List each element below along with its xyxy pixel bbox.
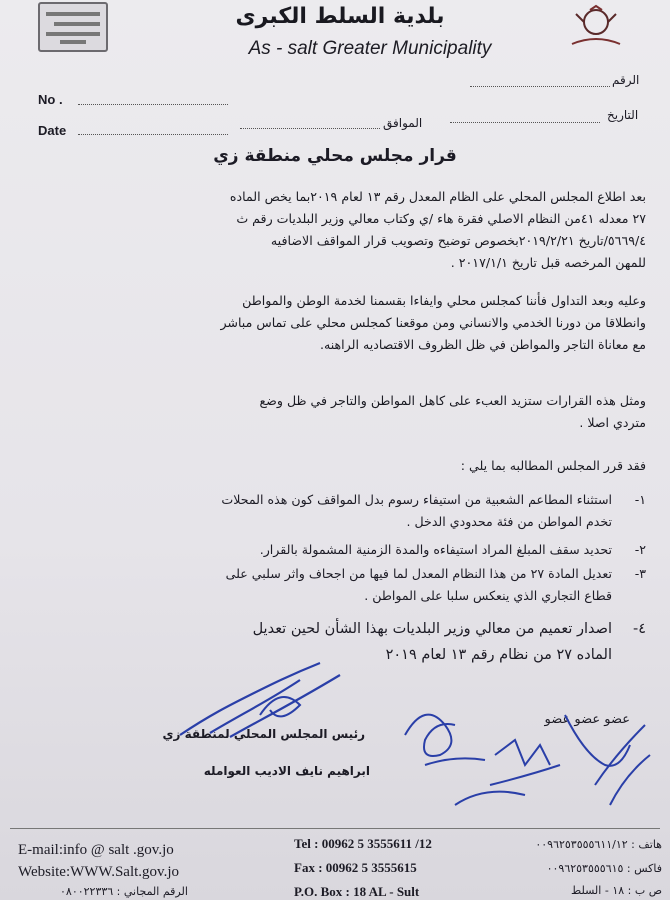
tareekh-label: التاريخ [607, 108, 639, 122]
item-text: تعديل المادة ٢٧ من هذا النظام المعدل لما فيها من اجحاف واثر سلبي على [225, 566, 612, 581]
footer-divider [10, 828, 660, 829]
item-text: استثناء المطاعم الشعبية من استيفاء رسوم بدل المواقف كون هذه المحلات [221, 492, 612, 507]
footer-free-number: الرقم المجاني : ٠٨٠٠٢٢٣٣٦ [60, 885, 188, 898]
no-label: No . [38, 92, 63, 107]
signer-name: ابراهيم نايف الاديب العوامله [203, 764, 370, 778]
item-text: قطاع التجاري الذي ينعكس سلبا على المواطن . [364, 588, 612, 603]
paragraph-3 [259, 390, 646, 434]
footer-fax: Fax : 00962 5 3555615 [294, 860, 417, 875]
paragraph-line: ومثل هذه القرارات ستزيد العبء على كاهل المواطن والتاجر في ظل وضع [259, 393, 646, 408]
date-label: Date [38, 123, 67, 138]
jordan-emblem-logo [566, 4, 626, 52]
no-field-line [78, 104, 228, 105]
raqm-label: الرقم [612, 73, 640, 87]
members-signatures [395, 695, 665, 820]
raqm-field-line [470, 86, 610, 87]
decision-item-3 [226, 563, 646, 607]
paragraph-line: ٥٦٦٩/٤/تاريخ ٢٠١٩/٢/٢١بخصوص توضيح وتصويب قرار المواقف الاضافيه [270, 233, 646, 248]
tareekh-field-line [450, 122, 600, 123]
document-subject: قرار مجلس محلي منطقة زي [213, 146, 457, 166]
paragraph-line: متردي اصلا . [579, 415, 646, 430]
item-number: ٤- [632, 621, 646, 637]
item-number: ١- [634, 492, 646, 507]
item-text: الماده ٢٧ من نظام رقم ١٣ لعام ٢٠١٩ [385, 647, 612, 663]
salt-municipality-logo [38, 2, 108, 52]
item-text: اصدار تعميم من معالي وزير البلديات بهذا الشأن لحين تعديل [252, 621, 612, 637]
paragraph-2 [220, 290, 646, 356]
mowafeq-field-line [240, 128, 380, 129]
paragraph-line: ٢٧ معدله ٤١من النظام الاصلي فقرة هاء /ي وكتاب معالي وزير البلديات رقم ث [236, 211, 646, 226]
item-text: تحديد سقف المبلغ المراد استيفاءه والمدة الزمنية المشمولة بالقرار. [259, 542, 612, 557]
date-field-line [78, 134, 228, 135]
decision-item-1 [221, 489, 646, 533]
decisions-intro [461, 455, 646, 477]
paragraph-line: مع معاناة التاجر والمواطن في ظل الظروف الاقتصاديه الراهنه. [319, 337, 646, 352]
item-text: تخدم المواطن من فئة محدودي الدخل . [406, 514, 612, 529]
footer-pobox-arabic: ص ب : ١٨ - السلط [571, 884, 662, 897]
paragraph-line: وانطلاقا من دورنا الخدمي والانساني ومن موقعنا كمجلس محلي على تماس مباشر [220, 315, 646, 330]
signer-title: رئيس المجلس المحلي لمنطقة زي [162, 727, 365, 741]
municipality-name-english: As - salt Greater Municipality [248, 38, 492, 59]
paragraph-line: وعليه وبعد التداول فأننا كمجلس محلي وايفاءا بقسمنا لخدمة الوطن والمواطن [242, 293, 646, 308]
council-members-label: عضو عضو عضو [544, 712, 630, 727]
item-number: ٣- [634, 566, 646, 581]
footer-website: Website:WWW.Salt.gov.jo [18, 864, 179, 880]
footer-pobox: P.O. Box : 18 AL - Sult [294, 884, 420, 899]
mowafeq-label: الموافق [383, 116, 423, 130]
footer-email: E-mail:info @ salt .gov.jo [18, 842, 174, 858]
footer-tel-arabic: هاتف : ٠٠٩٦٢٥٣٥٥٥٦١١/١٢ [535, 838, 662, 851]
footer-fax-arabic: فاكس : ٠٠٩٦٢٥٣٥٥٥٦١٥ [546, 862, 662, 875]
decision-item-2 [260, 539, 646, 561]
decisions-intro-text: فقد قرر المجلس المطالبه بما يلي : [460, 458, 646, 473]
paragraph-line: بعد اطلاع المجلس المحلي على الظام المعدل رقم ١٣ لعام ٢٠١٩بما يخص الماده [229, 189, 646, 204]
paragraph-line: للمهن المرخصه قبل تاريخ ٢٠١٧/١/١ . [450, 255, 646, 270]
municipality-name-arabic: بلدية السلط الكبرى [235, 4, 445, 29]
footer-tel: Tel : 00962 5 3555611 /12 [294, 836, 432, 851]
item-number: ٢- [634, 542, 646, 557]
paragraph-1 [230, 186, 646, 274]
